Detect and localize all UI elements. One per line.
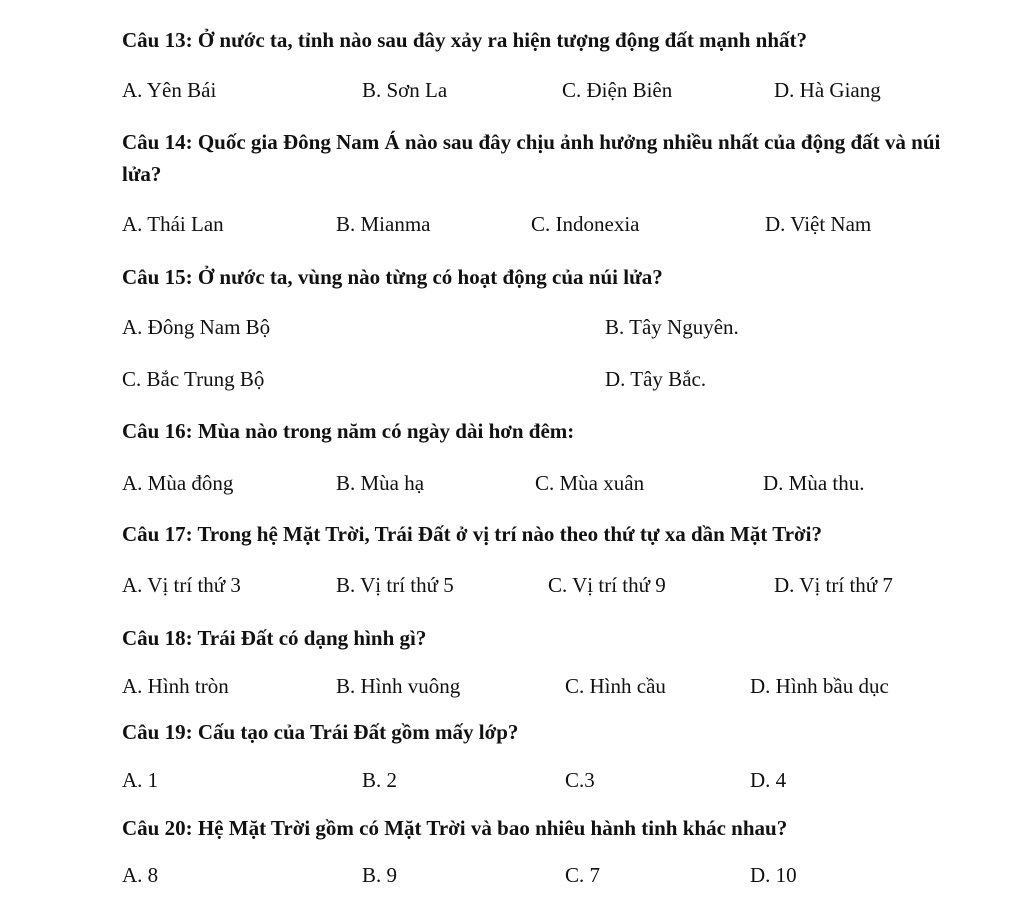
q14-option-d: D. Việt Nam — [765, 212, 872, 236]
q15-option-c: C. Bắc Trung Bộ — [122, 367, 265, 391]
q16-option-d: D. Mùa thu. — [763, 471, 865, 495]
q16-option-a: A. Mùa đông — [122, 471, 234, 495]
q18-option-d: D. Hình bầu dục — [750, 674, 889, 698]
q18-option-c: C. Hình cầu — [565, 674, 666, 698]
q17-option-a: A. Vị trí thứ 3 — [122, 573, 241, 597]
q20-option-a: A. 8 — [122, 863, 159, 887]
question-17: Câu 17: Trong hệ Mặt Trời, Trái Đất ở vị trí nào theo thứ tự xa dần Mặt Trời? — [122, 522, 823, 546]
q13-option-c: C. Điện Biên — [562, 78, 673, 102]
q16-option-c: C. Mùa xuân — [535, 471, 645, 495]
q20-option-b: B. 9 — [362, 863, 398, 887]
q14-option-a: A. Thái Lan — [122, 212, 224, 236]
q13-option-b: B. Sơn La — [362, 78, 448, 102]
question-15: Câu 15: Ở nước ta, vùng nào từng có hoạt động của núi lửa? — [122, 265, 663, 289]
q18-option-b: B. Hình vuông — [336, 674, 461, 698]
q15-option-d: D. Tây Bắc. — [605, 367, 707, 391]
q19-option-a: A. 1 — [122, 768, 159, 792]
q15-option-a: A. Đông Nam Bộ — [122, 315, 271, 339]
q19-option-d: D. 4 — [750, 768, 787, 792]
q14-option-c: C. Indonexia — [531, 212, 640, 236]
question-20: Câu 20: Hệ Mặt Trời gồm có Mặt Trời và bao nhiêu hành tinh khác nhau? — [122, 816, 788, 840]
q20-option-c: C. 7 — [565, 863, 601, 887]
q17-option-c: C. Vị trí thứ 9 — [548, 573, 666, 597]
q14-option-b: B. Mianma — [336, 212, 431, 236]
q18-option-a: A. Hình tròn — [122, 674, 229, 698]
q13-option-a: A. Yên Bái — [122, 78, 217, 102]
q16-option-b: B. Mùa hạ — [336, 471, 425, 495]
q13-option-d: D. Hà Giang — [774, 78, 881, 102]
q19-option-c: C.3 — [565, 768, 595, 792]
q20-option-d: D. 10 — [750, 863, 797, 887]
q17-option-d: D. Vị trí thứ 7 — [774, 573, 893, 597]
question-13: Câu 13: Ở nước ta, tỉnh nào sau đây xảy ra hiện tượng động đất mạnh nhất? — [122, 28, 808, 52]
question-14: Câu 14: Quốc gia Đông Nam Á nào sau đây chịu ảnh hưởng nhiều nhất của động đất và núi lửa? — [122, 130, 941, 186]
question-16: Câu 16: Mùa nào trong năm có ngày dài hơn đêm: — [122, 419, 575, 443]
q15-option-b: B. Tây Nguyên. — [605, 315, 739, 339]
q17-option-b: B. Vị trí thứ 5 — [336, 573, 454, 597]
question-19: Câu 19: Cấu tạo của Trái Đất gồm mấy lớp? — [122, 720, 519, 744]
q19-option-b: B. 2 — [362, 768, 398, 792]
question-18: Câu 18: Trái Đất có dạng hình gì? — [122, 626, 427, 650]
